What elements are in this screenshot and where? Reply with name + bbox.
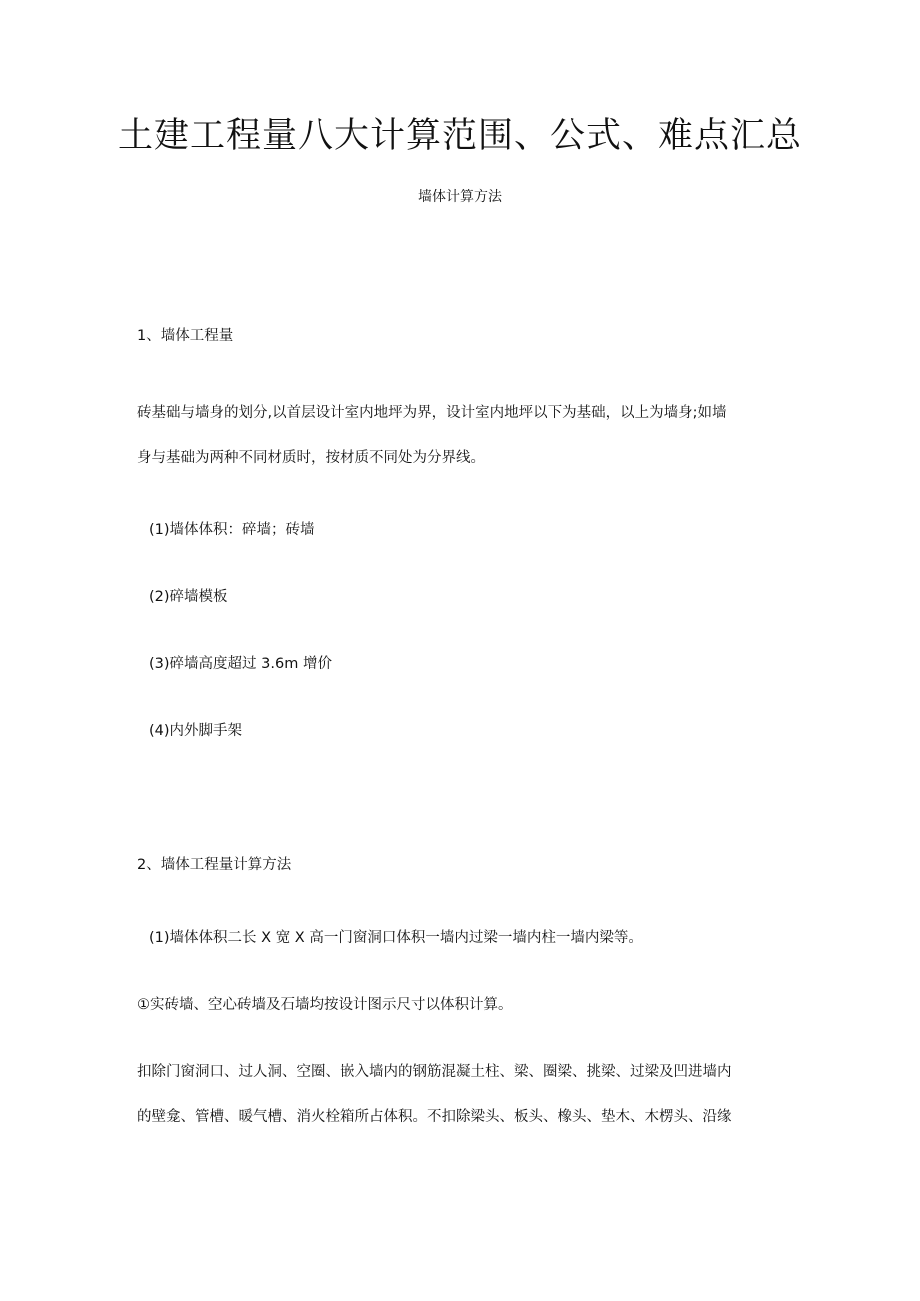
list-item: (3)碎墙高度超过 3.6m 增价 <box>149 656 332 672</box>
paragraph-line: 的壁龛、管槽、暖气槽、消火栓箱所占体积。不扣除梁头、板头、橡头、垫木、木楞头、沿缘 <box>137 1109 732 1125</box>
paragraph-line: 砖基础与墙身的划分,以首层设计室内地坪为界，设计室内地坪以下为基础，以上为墙身;如墙 <box>137 405 727 421</box>
paragraph-line: 扣除门窗洞口、过人洞、空圈、嵌入墙内的钢筋混凝土柱、梁、圈梁、挑梁、过梁及凹进墙内 <box>137 1064 732 1080</box>
list-item: (4)内外脚手架 <box>149 723 243 739</box>
rule-line: ①实砖墙、空心砖墙及石墙均按设计图示尺寸以体积计算。 <box>137 997 513 1013</box>
paragraph-line: 身与基础为两种不同材质时，按材质不同处为分界线。 <box>137 450 485 466</box>
list-item: (1)墙体体积：碎墙；砖墙 <box>149 522 315 538</box>
formula-line: (1)墙体体积二长 X 宽 X 高一门窗洞口体积一墙内过梁一墙内柱一墙内梁等。 <box>149 930 643 946</box>
list-item: (2)碎墙模板 <box>149 589 228 605</box>
section-heading-1: 1、墙体工程量 <box>137 328 234 344</box>
document-title: 土建工程量八大计算范围、公式、难点汇总 <box>117 116 802 156</box>
section-heading-2: 2、墙体工程量计算方法 <box>137 857 292 873</box>
document-subtitle: 墙体计算方法 <box>418 189 502 205</box>
